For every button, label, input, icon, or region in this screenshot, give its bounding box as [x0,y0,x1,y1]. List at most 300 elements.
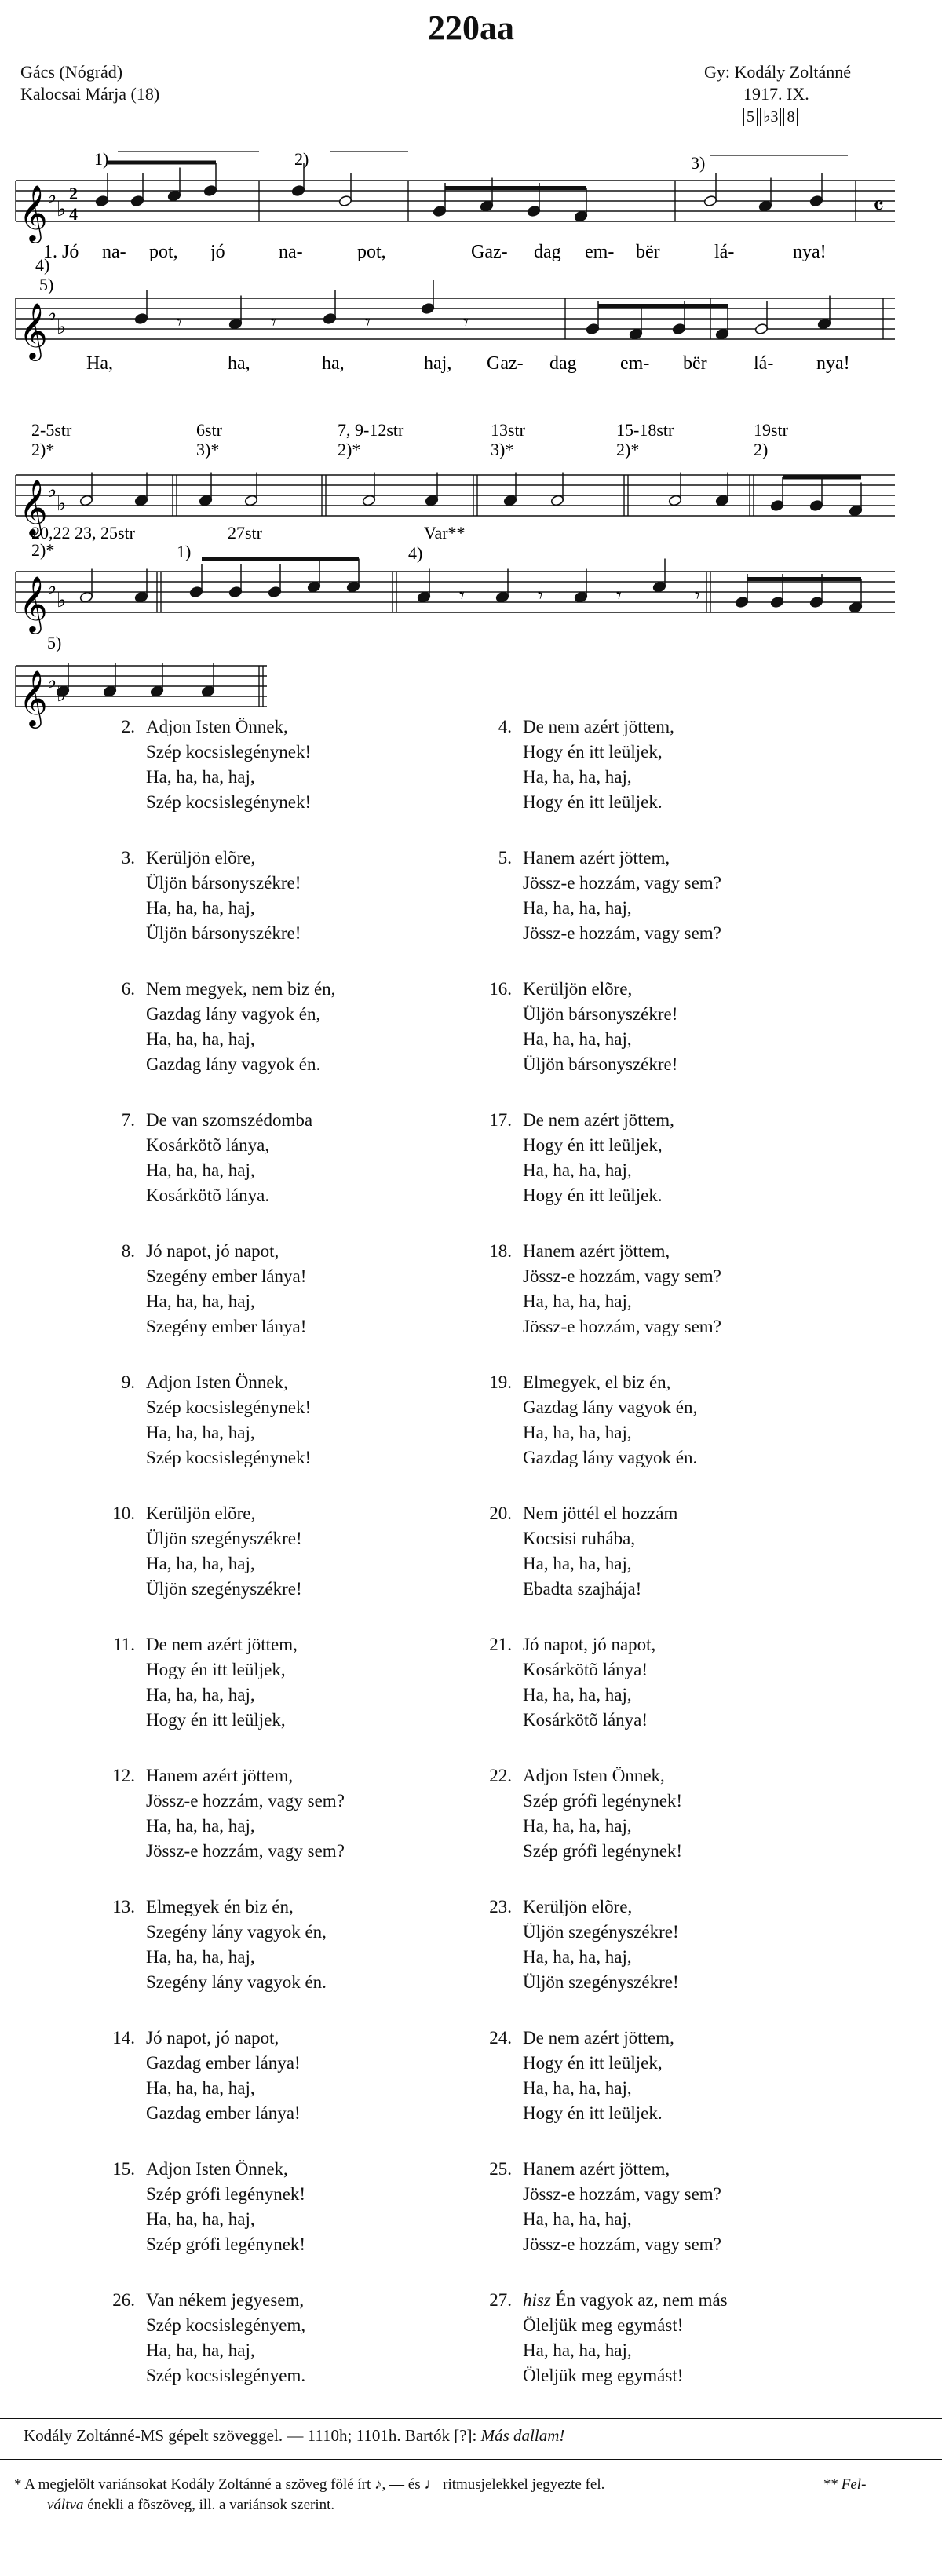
lyric-syllable: haj, [424,353,452,374]
lyric-syllable: pot, [149,242,178,262]
lyric-syllable: na- [279,242,303,262]
lyric-syllable: nya! [816,353,850,374]
stanza-line-text: Jó napot, jó napot, [146,2028,279,2048]
stanza [102,1239,306,1339]
stanza [102,1370,311,1471]
stanza-line [479,2338,728,2363]
stanza-line [102,1945,327,1970]
stanza-line [102,2026,301,2051]
variant-mark: 5) [47,633,62,652]
stanza-line [102,1027,335,1052]
stanza-number: 11. [113,1635,135,1654]
stanza-line [102,1420,311,1445]
stanza-line-text: Van nékem jegyesem, [146,2290,305,2310]
stanza-line-text: Elmegyek én biz én, [146,1897,294,1916]
flat-icon: ♭ [57,589,67,612]
stanza [102,1632,298,1733]
stanza-line-text: Hogy én itt leüljek. [523,792,663,812]
stanza-line [102,2207,305,2232]
lyric-syllable: em- [620,353,650,374]
strophe-label: 27str [228,523,262,543]
stanza-line-text: Üljön szegényszékre! [523,1972,679,1992]
stanza-line [479,1314,721,1339]
variant-mark: 3) [691,153,706,173]
variant-mark: 2)* [31,540,55,560]
source-italic: Más dallam! [480,2426,565,2445]
stanza-line [102,1789,345,1814]
stanza-line-text: Ebadta szajhája! [523,1579,642,1599]
time-signature: 4 [69,204,78,224]
stanza-line-text: Elmegyek, el biz én, [523,1372,671,1392]
stanza-line [479,977,677,1002]
stanza-line [102,1839,345,1864]
stanza-line-text: Szegény lány vagyok én, [146,1922,327,1942]
lyric-syllable: Gaz- [471,242,508,262]
stanza-line [102,1289,306,1314]
stanza-line [102,1577,302,1602]
stanza-line [102,2157,305,2182]
stanza-line-text: Ha, ha, ha, haj, [523,1685,632,1705]
stanza-line-text: Jó napot, jó napot, [146,1241,279,1261]
music-score [0,0,942,725]
stanza-number: 10. [112,1504,135,1523]
flat-icon: ♭ [47,479,57,502]
stanza-line-text: Nem jöttél el hozzám [523,1504,678,1523]
stanza-line [102,790,311,815]
stanza-line [102,714,311,740]
stanza-line-text: Szép grófi legénynek! [523,1841,683,1861]
stanza-line-text: Ha, ha, ha, haj, [146,2340,255,2360]
stanza-line [479,2051,674,2076]
scale-box: 5 [743,108,758,126]
stanza-line-text: Ha, ha, ha, haj, [146,767,255,787]
stanza-line [479,1577,677,1602]
stanza-line-text: Szép kocsislegényem, [146,2315,306,2335]
stanza-line-text: Ha, ha, ha, haj, [146,1947,255,1967]
stanza-number: 23. [489,1897,512,1916]
stanza-line [479,871,721,896]
stanza-line-text: Hogy én itt leüljek, [523,742,663,762]
stanza-number: 6. [121,979,135,999]
flat-icon: ♭ [57,198,67,221]
stanza-line [102,2232,305,2257]
strophe-label: 15-18str [616,420,674,440]
stanza-line [479,1420,697,1445]
lyric-syllable: 1. Jó [43,242,79,262]
variant-mark: 4) [35,255,50,275]
footnote-3-italic: váltva [47,2497,84,2513]
rest-icon: 𝄾 [177,311,182,334]
stanza-line [102,1239,306,1264]
stanza-line-text: Ha, ha, ha, haj, [523,2078,632,2098]
stanza-line-text: Kosárkötõ lánya! [523,1660,648,1679]
date: 1917. IX. [743,84,809,104]
source-note [24,2426,564,2446]
stanza-line-text: Hogy én itt leüljek. [523,1186,663,1205]
stanza-number: 26. [112,2290,135,2310]
stanza-line-text: Adjon Isten Önnek, [146,717,288,736]
stanza-line-text: Ha, ha, ha, haj, [523,767,632,787]
stanza-line-text: Jössz-e hozzám, vagy sem? [523,923,721,943]
time-signature: 2 [69,184,78,203]
stanza-line-text: Hogy én itt leüljek, [146,1710,286,1730]
stanza [102,1763,345,1864]
stanza-line-text: Szép kocsislegénynek! [146,1398,312,1417]
lyric-syllable: Ha, [86,353,113,374]
stanza-line-text: Gazdag lány vagyok én, [146,1004,321,1024]
stanza-line [479,2157,721,2182]
treble-clef-icon: 𝄞 [19,672,48,725]
treble-clef-icon: 𝄞 [19,187,48,240]
stanza-number: 14. [112,2028,135,2048]
stanza-line [102,1002,335,1027]
stanza [479,1763,682,1864]
stanza-line-text: Jössz-e hozzám, vagy sem? [523,1317,721,1336]
stanza-line-text: Ha, ha, ha, haj, [523,1947,632,1967]
stanza-line [479,1920,679,1945]
stanza-line [479,1108,674,1133]
stanza-line [102,1970,327,1995]
stanza-line [479,2232,721,2257]
stanza-line [102,1052,335,1077]
stanza-line-text: Ha, ha, ha, haj, [146,1292,255,1311]
stanza-line [102,1183,312,1208]
stanza [479,1370,697,1471]
stanza-line [102,896,301,921]
stanza-line [479,1814,682,1839]
stanza-line [479,740,674,765]
stanza-line [479,1501,677,1526]
stanza-line [102,2051,301,2076]
stanza-line [102,1108,312,1133]
variant-mark: 3)* [196,440,220,459]
stanza-line [102,1632,298,1657]
stanza-line-text: Kerüljön elõre, [523,1897,633,1916]
stanza [479,2288,728,2388]
stanza-line-text: Ha, ha, ha, haj, [146,2078,255,2098]
stanza-line [479,1526,677,1551]
stanza-line-text: Hogy én itt leüljek, [523,2053,663,2073]
stanza-line [479,1027,677,1052]
lyric-syllable: dag [550,353,577,374]
variant-mark: 2)* [616,440,640,459]
rest-icon: 𝄾 [271,311,276,334]
stanza-line-text: De van szomszédomba [146,1110,313,1130]
stanza-line [479,1264,721,1289]
stanza-line-text: Ha, ha, ha, haj, [523,1816,632,1836]
footnote-2: ** Fel- [823,2476,867,2493]
stanza-line [102,1920,327,1945]
stanza [102,977,335,1077]
lyric-syllable: nya! [793,242,827,262]
stanza [479,1632,655,1733]
stanza-line [479,1002,677,1027]
stanza-line-text: Nem megyek, nem biz én, [146,979,336,999]
stanza-line-text: Kosárkötõ lánya, [146,1135,270,1155]
stanza-line [479,2207,721,2232]
stanza-line [102,2313,305,2338]
stanza-line [479,1445,697,1471]
stanza-number: 17. [489,1110,512,1130]
stanza-line-text: Ha, ha, ha, haj, [146,1029,255,1049]
stanza-line-text: Ha, ha, ha, haj, [523,1423,632,1442]
stanza-number: 4. [498,717,512,736]
stanza-line [479,2363,728,2388]
stanza-line-text: Üljön bársonyszékre! [523,1004,678,1024]
stanza-line-text: Ha, ha, ha, haj, [523,1160,632,1180]
stanza-line [102,765,311,790]
stanza-line-text: Ha, ha, ha, haj, [523,1554,632,1573]
flat-icon: ♭ [57,492,67,515]
lyric-syllable: dag [534,242,561,262]
strophe-label: 2-5str [31,420,72,440]
stanza-line [479,921,721,946]
stanza [102,1108,312,1208]
stanza-line-text: Szép grófi legénynek! [146,2184,306,2204]
stanza-line-text: Szép kocsislegénynek! [146,1448,312,1467]
stanza-line-text: Öleljük meg egymást! [523,2366,684,2385]
stanza-line-text: Hogy én itt leüljek, [146,1660,286,1679]
stanza-line-text: Ha, ha, ha, haj, [146,1423,255,1442]
variant-mark: 2)* [31,440,55,459]
variant-mark: 2) [754,440,769,459]
stanza-line [102,2338,305,2363]
stanza-line-text: Kerüljön elõre, [523,979,633,999]
stanza [479,2026,674,2126]
variant-mark: 5) [39,275,54,294]
stanza-line [102,1526,302,1551]
stanza-line-text: Ha, ha, ha, haj, [523,2209,632,2229]
stanza-line [102,1683,298,1708]
variant-mark: 1) [94,149,109,169]
strophe-label: 6str [196,420,222,440]
stanza-line-text: Hogy én itt leüljek. [523,2103,663,2123]
stanza-line-text: Üljön szegényszékre! [146,1579,302,1599]
stanza-line-text: Kosárkötõ lánya. [146,1186,270,1205]
stanza [479,977,677,1077]
strophe-label: 19str [754,420,788,440]
stanza [102,1501,302,1602]
stanza-line [102,2182,305,2207]
footnote-3 [47,2497,334,2514]
stanza-line-text: Adjon Isten Önnek, [146,1372,288,1392]
stanza [479,1895,679,1995]
stanza-line-text: Adjon Isten Önnek, [146,2159,288,2179]
lyric-syllable: lá- [754,353,774,374]
stanza-line [102,2101,301,2126]
lyric-syllable: em- [585,242,615,262]
rest-icon: 𝄾 [459,584,465,607]
stanza-line-text: De nem azért jöttem, [146,1635,298,1654]
stanza [479,1239,721,1339]
stanza [479,846,721,946]
stanza [102,2026,301,2126]
stanza-line [479,1052,677,1077]
stanza-line [479,1158,674,1183]
stanza-line [102,977,335,1002]
variant-mark: 4) [408,543,423,563]
stanza-line-text: Üljön szegényszékre! [146,1529,302,1548]
stanza [102,714,311,815]
lyric-syllable: jó [210,242,225,262]
stanza-line-text: Jössz-e hozzám, vagy sem? [523,2184,721,2204]
singer: Kalocsai Márja (18) [20,84,160,104]
stanza-number: 2. [121,717,135,736]
flat-icon: ♭ [47,185,57,207]
stanza-line-text: Kerüljön elõre, [146,848,256,868]
lyric-syllable: bër [636,242,660,262]
stanza-line-text: De nem azért jöttem, [523,1110,674,1130]
stanza-line [479,1551,677,1577]
stanza-line-text: Ha, ha, ha, haj, [523,1029,632,1049]
stanza-line [479,1945,679,1970]
treble-clef-icon: 𝄞 [19,481,48,535]
stanza-line [479,2182,721,2207]
flat-icon: ♭ [47,302,57,325]
stanza [479,1108,674,1208]
stanza-line [102,1445,311,1471]
stanza-number: 7. [121,1110,135,1130]
stanza-number: 18. [489,1241,512,1261]
stanza-line [102,2363,305,2388]
stanza-line-text: Gazdag lány vagyok én, [523,1398,698,1417]
stanza-line-text: Hogy én itt leüljek, [523,1135,663,1155]
stanza-line [479,896,721,921]
stanza-number: 8. [121,1241,135,1261]
stanza-line-text: Gazdag lány vagyok én. [146,1054,321,1074]
stanza-line-text: Jó napot, jó napot, [523,1635,656,1654]
lyric-syllable: bër [683,353,707,374]
stanza-line [102,1657,298,1683]
stanza-line-text: Hanem azért jöttem, [523,1241,670,1261]
stanza-line [479,1708,655,1733]
stanza-line-text: Ha, ha, ha, haj, [523,2340,632,2360]
stanza-line [479,1683,655,1708]
flat-icon: ♭ [57,316,67,338]
stanza-line-text: Üljön bársonyszékre! [523,1054,678,1074]
treble-clef-icon: 𝄞 [19,578,48,631]
lyric-syllable: lá- [714,242,735,262]
stanza-line-text: Ha, ha, ha, haj, [523,1292,632,1311]
stanza-line-text: Ha, ha, ha, haj, [146,2209,255,2229]
strophe-label: 7, 9-12str [338,420,404,440]
rest-icon: 𝄾 [695,584,700,607]
collector: Gy: Kodály Zoltánné [704,62,851,82]
stanza-line-text: Hanem azért jöttem, [523,848,670,868]
stanza-line [479,2313,728,2338]
stanza [479,2157,721,2257]
scale-box: 8 [783,108,798,126]
variant-mark: 2) [294,149,309,169]
stanza-number: 24. [489,2028,512,2048]
stanza-line-text: De nem azért jöttem, [523,717,674,736]
stanza-line-text: Hanem azért jöttem, [523,2159,670,2179]
stanza-line [479,2288,728,2313]
stanza-line [479,1970,679,1995]
stanza [102,2157,305,2257]
stanza-line [102,1133,312,1158]
stanza-line-text: Szép grófi legénynek! [146,2234,306,2254]
stanza-line-text: Jössz-e hozzám, vagy sem? [146,1791,345,1811]
scale-box: ♭3 [760,108,781,126]
stanza-line [479,765,674,790]
stanza-line-text: Kerüljön elõre, [146,1504,256,1523]
stanza [102,846,301,946]
footnote-1: * A megjelölt variánsokat Kodály Zoltánné a szöveg fölé írt ♪, — és ♩ ritmusjelekkel jegyezte fel. [14,2476,605,2493]
stanza-line-text: Ha, ha, ha, haj, [146,898,255,918]
stanza [479,1501,677,1602]
stanza-line [102,2288,305,2313]
stanza-line [102,1551,302,1577]
stanza-line [479,1133,674,1158]
stanza-line-text: Kosárkötõ lánya! [523,1710,648,1730]
stanza-line [102,1314,306,1339]
stanza-number: 12. [112,1766,135,1785]
stanza-line-text: Én vagyok az, nem más [555,2290,728,2310]
stanza-line [102,1763,345,1789]
stanza-line-text: Adjon Isten Önnek, [523,1766,665,1785]
stanza-line [102,1895,327,1920]
stanza-line-text: Ha, ha, ha, haj, [523,898,632,918]
strophe-label: 13str [491,420,525,440]
stanza-number: 3. [121,848,135,868]
stanza-line [479,1839,682,1864]
stanza-line-text: De nem azért jöttem, [523,2028,674,2048]
flat-icon: ♭ [47,575,57,598]
stanza-line-text: Üljön bársonyszékre! [146,873,301,893]
stanza-line [479,1632,655,1657]
stanza-line [479,1395,697,1420]
stanza-line-text: Szegény ember lánya! [146,1266,307,1286]
stanza-line [102,740,311,765]
stanza-line-text: Öleljük meg egymást! [523,2315,684,2335]
stanza-line [479,2076,674,2101]
stanza-line [102,1395,311,1420]
stanza-number: 5. [498,848,512,868]
stanza-line [479,1370,697,1395]
stanza-line [479,2101,674,2126]
stanza-line [479,790,674,815]
stanza-line [479,1183,674,1208]
footer-divider [0,2418,942,2419]
strophe-label: 20,22 23, 25str [31,523,135,543]
stanza-line-text: Jössz-e hozzám, vagy sem? [523,1266,721,1286]
page-title: 220aa [428,9,514,47]
score-labels [31,149,850,652]
stanza-line-text: Üljön szegényszékre! [523,1922,679,1942]
stanza-line [479,1657,655,1683]
place: Gács (Nógrád) [20,62,123,82]
stanza-line [479,1289,721,1314]
rest-icon: 𝄾 [463,311,469,334]
stanza-line [479,846,721,871]
stanza-number: 27. [489,2290,512,2310]
lyric-syllable: ha, [322,353,345,374]
common-time-icon: 𝄴 [873,192,885,220]
stanza-line-text: Gazdag lány vagyok én. [523,1448,698,1467]
source-text: Kodály Zoltánné-MS gépelt szöveggel. — 1110h; 1101h. Bartók [?]: [24,2426,477,2445]
stanza-line-text: Szép kocsislegénynek! [146,792,312,812]
stanza-line-text: Szép grófi legénynek! [523,1791,683,1811]
stanza-number: 16. [489,979,512,999]
stanza-line [102,1264,306,1289]
stanza-number: 25. [489,2159,512,2179]
stanza-line [102,921,301,946]
stanza-number: 22. [489,1766,512,1785]
stanza-number: 21. [489,1635,512,1654]
stanza-line-text: Hanem azért jöttem, [146,1766,294,1785]
stanza-line-text: Ha, ha, ha, haj, [146,1816,255,1836]
